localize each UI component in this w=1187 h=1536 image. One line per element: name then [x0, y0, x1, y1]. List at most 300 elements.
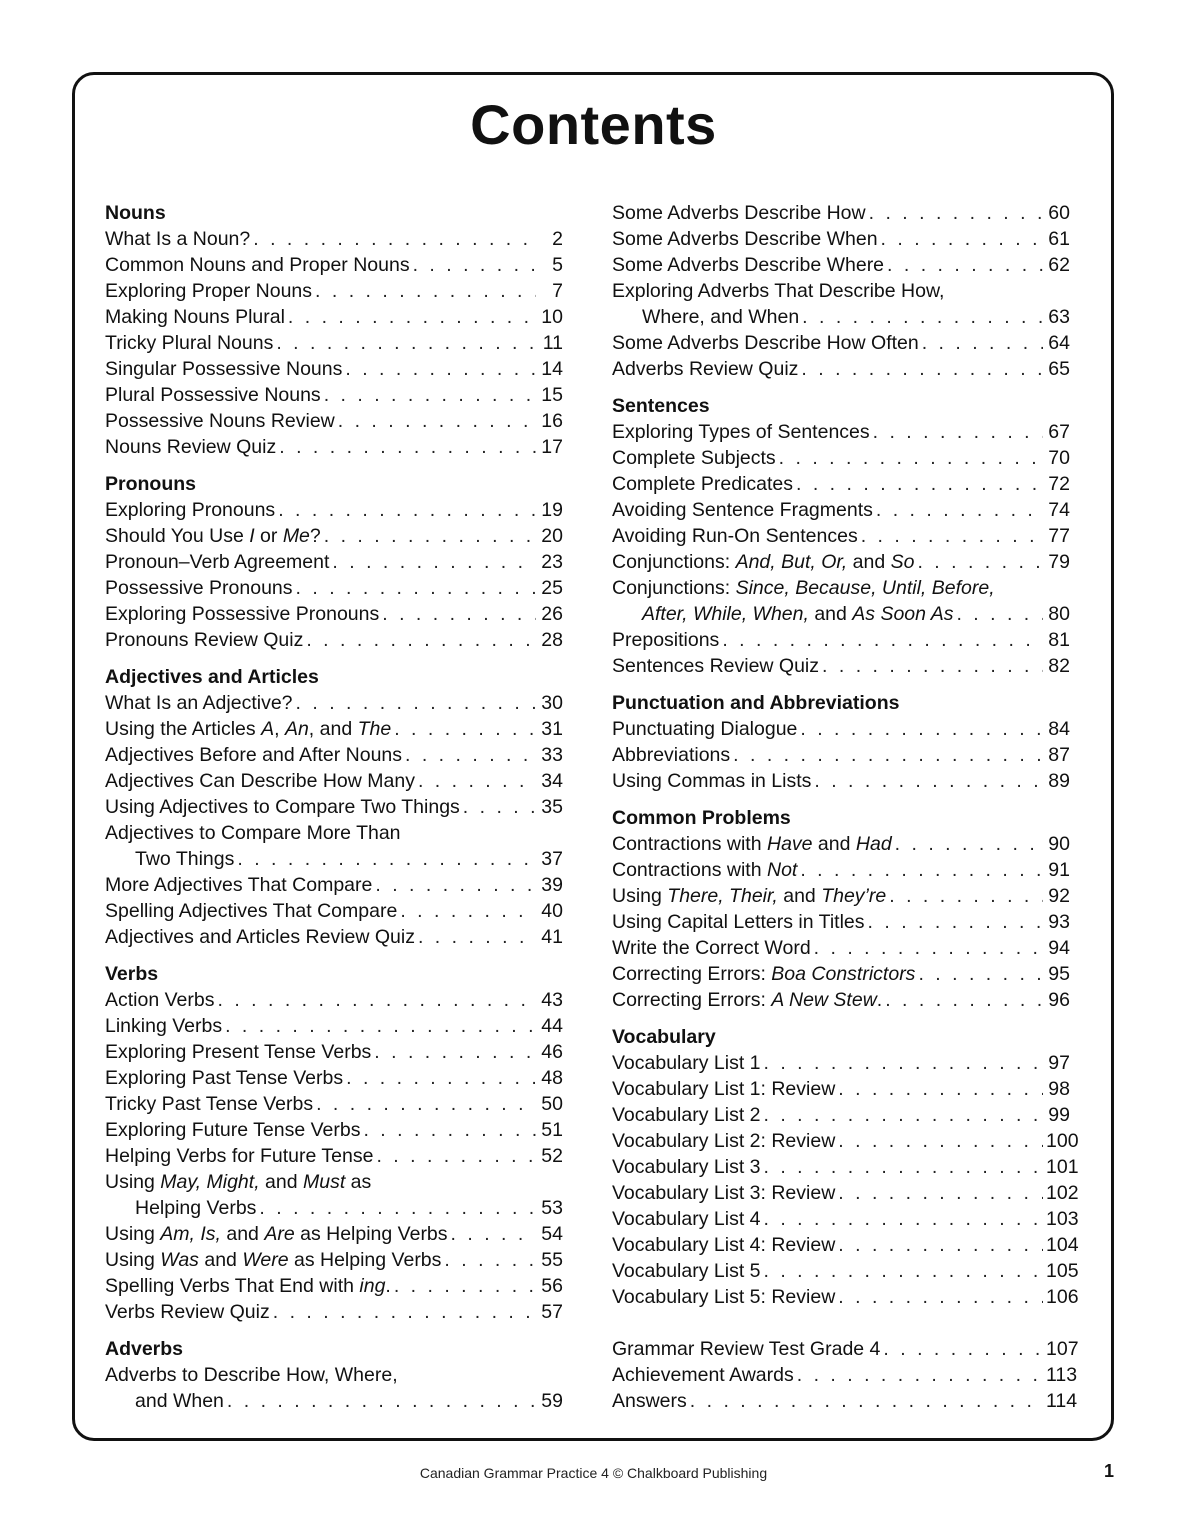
dot-leader [838, 1180, 1043, 1206]
dot-leader [273, 1299, 536, 1325]
toc-entry-some-adverbs-describe-when[interactable] [612, 226, 1070, 252]
dot-leader [278, 497, 536, 523]
toc-page-number: 61 [1048, 228, 1070, 250]
toc-entry-continuation[interactable] [612, 601, 1070, 627]
toc-entry-continuation[interactable] [612, 304, 1070, 330]
toc-entry-title: Pronouns Review Quiz [105, 629, 304, 651]
dot-leader [868, 909, 1043, 935]
toc-entry-title: Using May, Might, and Must as [105, 1171, 372, 1193]
toc-entry-vocabulary-list-1-review[interactable] [612, 1076, 1070, 1102]
dot-leader [217, 987, 536, 1013]
toc-entry-tricky-past-tense-verbs[interactable] [105, 1091, 563, 1117]
dot-leader [800, 857, 1043, 883]
toc-entry-singular-possessive-nouns[interactable] [105, 356, 563, 382]
toc-entry-adjectives-to-compare-more-than[interactable] [105, 820, 563, 846]
toc-entry-title: Tricky Plural Nouns [105, 332, 274, 354]
toc-page-number: 48 [541, 1067, 563, 1089]
toc-page-number: 82 [1048, 655, 1070, 677]
toc-entry-using-may-might-and-must-as[interactable] [105, 1169, 563, 1195]
toc-page-number: 43 [541, 989, 563, 1011]
toc-entry-prepositions[interactable] [612, 627, 1070, 653]
toc-entry-title: Exploring Possessive Pronouns [105, 603, 380, 625]
toc-page-number: 19 [541, 499, 563, 521]
toc-entry-continuation[interactable] [105, 1195, 563, 1221]
toc-entry-conjunctions-and-but-or-and-so[interactable] [612, 549, 1070, 575]
dot-leader [838, 1128, 1043, 1154]
toc-page-number: 2 [552, 228, 563, 250]
dot-leader [889, 883, 1043, 909]
toc-page-number: 105 [1046, 1260, 1079, 1282]
toc-page-number: 15 [541, 384, 563, 406]
toc-entry-title: Adjectives Can Describe How Many [105, 770, 415, 792]
toc-entry-plural-possessive-nouns[interactable] [105, 382, 563, 408]
dot-leader [394, 1273, 536, 1299]
toc-entry-vocabulary-list-2[interactable] [612, 1102, 1070, 1128]
toc-entry-title: Exploring Future Tense Verbs [105, 1119, 361, 1141]
toc-entry-title-continued: After, While, When, and As Soon As [642, 603, 954, 625]
dot-leader [259, 1195, 536, 1221]
toc-entry-title: Contractions with Have and Had [612, 833, 892, 855]
toc-entry-answers[interactable] [612, 1388, 1078, 1414]
toc-page-number: 77 [1048, 525, 1070, 547]
toc-entry-title: Exploring Pronouns [105, 499, 276, 521]
toc-entry-title: Vocabulary List 3 [612, 1156, 761, 1178]
dot-leader [363, 1117, 536, 1143]
toc-entry-some-adverbs-describe-where[interactable] [612, 252, 1070, 278]
toc-entry-continuation[interactable] [105, 1388, 563, 1414]
dot-leader [444, 1247, 536, 1273]
dot-leader [296, 575, 536, 601]
dot-leader [276, 330, 536, 356]
dot-leader [764, 1206, 1043, 1232]
toc-entry-title: Correcting Errors: Boa Constrictors [612, 963, 916, 985]
toc-entry-punctuating-dialogue[interactable] [612, 716, 1070, 742]
toc-entry-title: Prepositions [612, 629, 720, 651]
toc-page-number: 64 [1048, 332, 1070, 354]
toc-entry-some-adverbs-describe-how-often[interactable] [612, 330, 1070, 356]
toc-page-number: 14 [541, 358, 563, 380]
toc-entry-exploring-types-of-sentences[interactable] [612, 419, 1070, 445]
toc-entry-avoiding-run-on-sentences[interactable] [612, 523, 1070, 549]
toc-entry-title: Some Adverbs Describe How [612, 202, 866, 224]
toc-entry-using-there-their-and-they-re[interactable] [612, 883, 1070, 909]
toc-page-number: 40 [541, 900, 563, 922]
toc-entry-vocabulary-list-4-review[interactable] [612, 1232, 1079, 1258]
dot-leader [887, 252, 1043, 278]
toc-entry-title: Abbreviations [612, 744, 731, 766]
toc-page-number: 101 [1046, 1156, 1079, 1178]
toc-entry-title: Using Adjectives to Compare Two Things [105, 796, 460, 818]
toc-page-number: 33 [541, 744, 563, 766]
toc-entry-title: Verbs Review Quiz [105, 1301, 270, 1323]
toc-entry-exploring-past-tense-verbs[interactable] [105, 1065, 563, 1091]
toc-entry-title: Singular Possessive Nouns [105, 358, 343, 380]
toc-entry-using-commas-in-lists[interactable] [612, 768, 1070, 794]
toc-entry-vocabulary-list-5-review[interactable] [612, 1284, 1079, 1310]
toc-entry-title: Complete Predicates [612, 473, 794, 495]
dot-leader [797, 1362, 1043, 1388]
toc-entry-continuation[interactable] [105, 846, 563, 872]
dot-leader [956, 601, 1043, 627]
toc-page-number: 57 [541, 1301, 563, 1323]
dot-leader [225, 1013, 536, 1039]
toc-entry-title: Using Was and Were as Helping Verbs [105, 1249, 442, 1271]
dot-leader [382, 601, 536, 627]
dot-leader [400, 898, 536, 924]
toc-entry-title: Write the Correct Word [612, 937, 811, 959]
toc-entry-should-you-use-i-or-me[interactable] [105, 523, 563, 549]
toc-entry-title: Adverbs Review Quiz [612, 358, 799, 380]
dot-leader [838, 1076, 1043, 1102]
toc-entry-title: Using Commas in Lists [612, 770, 812, 792]
toc-entry-title: Some Adverbs Describe Where [612, 254, 885, 276]
toc-entry-title-continued: and When [135, 1390, 224, 1412]
toc-entry-title: Possessive Nouns Review [105, 410, 335, 432]
toc-entry-title: Vocabulary List 2: Review [612, 1130, 836, 1152]
toc-page-number: 91 [1048, 859, 1070, 881]
toc-page-number: 5 [552, 254, 563, 276]
toc-entry-title: Contractions with Not [612, 859, 798, 881]
toc-page-number: 44 [541, 1015, 563, 1037]
toc-entry-title: Avoiding Run-On Sentences [612, 525, 858, 547]
toc-entry-verbs-review-quiz[interactable] [105, 1299, 563, 1325]
toc-left-column [105, 200, 563, 1414]
toc-page-number: 96 [1048, 989, 1070, 1011]
dot-leader [338, 408, 536, 434]
toc-entry-title: Vocabulary List 1: Review [612, 1078, 836, 1100]
toc-entry-adjectives-can-describe-how-many[interactable] [105, 768, 563, 794]
toc-entry-title-continued: Two Things [135, 848, 235, 870]
dot-leader [861, 523, 1043, 549]
dot-leader [814, 935, 1043, 961]
dot-leader [418, 768, 536, 794]
toc-entry-correcting-errors-boa-constrictors[interactable] [612, 961, 1070, 987]
toc-entry-sentences-review-quiz[interactable] [612, 653, 1070, 679]
toc-entry-common-nouns-and-proper-nouns[interactable] [105, 252, 563, 278]
toc-entry-pronouns-review-quiz[interactable] [105, 627, 563, 653]
toc-entry-title: Vocabulary List 5: Review [612, 1286, 836, 1308]
toc-page-number: 53 [541, 1197, 563, 1219]
section-heading-sentences: Sentences [612, 395, 710, 417]
toc-page-number: 97 [1048, 1052, 1070, 1074]
toc-entry-possessive-nouns-review[interactable] [105, 408, 563, 434]
section-heading-vocabulary: Vocabulary [612, 1026, 716, 1048]
dot-leader [374, 1039, 536, 1065]
dot-leader [324, 523, 536, 549]
toc-page-number: 26 [541, 603, 563, 625]
toc-page-number: 100 [1046, 1130, 1079, 1152]
dot-leader [279, 434, 536, 460]
toc-entry-title: More Adjectives That Compare [105, 874, 373, 896]
toc-entry-title: Punctuating Dialogue [612, 718, 798, 740]
toc-page-number: 23 [541, 551, 563, 573]
toc-page-number: 114 [1046, 1390, 1078, 1412]
toc-entry-title: Sentences Review Quiz [612, 655, 820, 677]
toc-entry-title: Conjunctions: And, But, Or, and So [612, 551, 915, 573]
toc-page-number: 98 [1048, 1078, 1070, 1100]
dot-leader [376, 1143, 536, 1169]
toc-entry-title: Conjunctions: Since, Because, Until, Before, [612, 577, 995, 599]
toc-entry-title: Vocabulary List 3: Review [612, 1182, 836, 1204]
toc-page-number: 90 [1048, 833, 1070, 855]
section-heading-verbs: Verbs [105, 963, 159, 985]
toc-entry-vocabulary-list-5[interactable] [612, 1258, 1079, 1284]
toc-entry-title: Vocabulary List 4 [612, 1208, 761, 1230]
toc-entry-abbreviations[interactable] [612, 742, 1070, 768]
toc-page-number: 35 [541, 796, 563, 818]
toc-entry-title: Possessive Pronouns [105, 577, 293, 599]
toc-entry-title: Exploring Past Tense Verbs [105, 1067, 344, 1089]
toc-entry-spelling-adjectives-that-compare[interactable] [105, 898, 563, 924]
dot-leader [918, 961, 1043, 987]
toc-page-number: 16 [541, 410, 563, 432]
toc-page-number: 11 [542, 332, 563, 354]
toc-entry-linking-verbs[interactable] [105, 1013, 563, 1039]
dot-leader [237, 846, 536, 872]
toc-page-number: 10 [541, 306, 563, 328]
section-spacer [612, 1310, 1070, 1336]
dot-leader [895, 831, 1043, 857]
toc-entry-title: Making Nouns Plural [105, 306, 285, 328]
toc-entry-exploring-pronouns[interactable] [105, 497, 563, 523]
section-heading-adverbs: Adverbs [105, 1338, 184, 1360]
toc-entry-title: Some Adverbs Describe When [612, 228, 878, 250]
toc-entry-title: Correcting Errors: A New Stew. [612, 989, 883, 1011]
dot-leader [917, 549, 1043, 575]
dot-leader [822, 653, 1043, 679]
toc-entry-title-continued: Where, and When [642, 306, 800, 328]
dot-leader [764, 1102, 1043, 1128]
dot-leader [405, 742, 536, 768]
toc-page-number: 50 [541, 1093, 563, 1115]
toc-entry-title: Spelling Verbs That End with ing. [105, 1275, 391, 1297]
toc-entry-title: Adjectives Before and After Nouns [105, 744, 403, 766]
dot-leader [814, 768, 1043, 794]
dot-leader [779, 445, 1043, 471]
dot-leader [722, 627, 1043, 653]
dot-leader [315, 278, 536, 304]
toc-page-number: 74 [1048, 499, 1070, 521]
toc-page-number: 92 [1048, 885, 1070, 907]
toc-page-number: 34 [541, 770, 563, 792]
toc-entry-conjunctions-since-because-until-before[interactable] [612, 575, 1070, 601]
dot-leader [418, 924, 536, 950]
toc-page-number: 31 [541, 718, 563, 740]
toc-entry-title: Should You Use I or Me? [105, 525, 321, 547]
dot-leader [288, 304, 536, 330]
dot-leader [346, 1065, 536, 1091]
dot-leader [451, 1221, 536, 1247]
toc-entry-title: Exploring Present Tense Verbs [105, 1041, 372, 1063]
toc-page-number: 62 [1048, 254, 1070, 276]
toc-page-number: 30 [541, 692, 563, 714]
toc-entry-title: Adjectives and Articles Review Quiz [105, 926, 415, 948]
toc-entry-title-continued: Helping Verbs [135, 1197, 257, 1219]
dot-leader [922, 330, 1043, 356]
dot-leader [227, 1388, 536, 1414]
toc-page-number: 59 [541, 1390, 563, 1412]
toc-entry-more-adjectives-that-compare[interactable] [105, 872, 563, 898]
toc-entry-title: Vocabulary List 5 [612, 1260, 761, 1282]
toc-entry-title: Common Nouns and Proper Nouns [105, 254, 410, 276]
toc-entry-complete-subjects[interactable] [612, 445, 1070, 471]
toc-entry-exploring-proper-nouns[interactable] [105, 278, 563, 304]
page-title: Contents [470, 93, 717, 156]
toc-page-number: 20 [541, 525, 563, 547]
toc-entry-title: Nouns Review Quiz [105, 436, 277, 458]
toc-page-number: 17 [541, 436, 563, 458]
toc-entry-using-was-and-were-as-helping-verbs[interactable] [105, 1247, 563, 1273]
toc-entry-avoiding-sentence-fragments[interactable] [612, 497, 1070, 523]
toc-entry-write-the-correct-word[interactable] [612, 935, 1070, 961]
toc-page-number: 93 [1048, 911, 1070, 933]
toc-page-number: 56 [541, 1275, 563, 1297]
toc-entry-title: Using There, Their, and They’re [612, 885, 887, 907]
toc-entry-contractions-with-have-and-had[interactable] [612, 831, 1070, 857]
dot-leader [316, 1091, 536, 1117]
toc-entry-correcting-errors-a-new-stew[interactable] [612, 987, 1070, 1013]
toc-page-number: 79 [1048, 551, 1070, 573]
toc-entry-title: Pronoun–Verb Agreement [105, 551, 330, 573]
dot-leader [764, 1154, 1043, 1180]
toc-entry-vocabulary-list-3-review[interactable] [612, 1180, 1079, 1206]
toc-entry-adjectives-and-articles-review-quiz[interactable] [105, 924, 563, 950]
dot-leader [801, 356, 1043, 382]
toc-entry-title: Adjectives to Compare More Than [105, 822, 401, 844]
dot-leader [324, 382, 536, 408]
toc-page-number: 94 [1048, 937, 1070, 959]
toc-entry-title: Exploring Proper Nouns [105, 280, 313, 302]
dot-leader [306, 627, 536, 653]
toc-entry-title: Complete Subjects [612, 447, 776, 469]
toc-entry-title: What Is an Adjective? [105, 692, 293, 714]
toc-page-number: 104 [1046, 1234, 1079, 1256]
toc-page-number: 106 [1046, 1286, 1079, 1308]
dot-leader [800, 716, 1043, 742]
toc-entry-title: Achievement Awards [612, 1364, 794, 1386]
toc-entry-possessive-pronouns[interactable] [105, 575, 563, 601]
dot-leader [885, 987, 1043, 1013]
dot-leader [733, 742, 1043, 768]
toc-entry-what-is-an-adjective[interactable] [105, 690, 563, 716]
toc-page-number: 67 [1048, 421, 1070, 443]
toc-entry-title: Some Adverbs Describe How Often [612, 332, 919, 354]
dot-leader [764, 1050, 1043, 1076]
toc-page-number: 55 [541, 1249, 563, 1271]
toc-page-number: 41 [541, 926, 563, 948]
toc-entry-title: Exploring Adverbs That Describe How, [612, 280, 945, 302]
toc-entry-tricky-plural-nouns[interactable] [105, 330, 563, 356]
dot-leader [463, 794, 536, 820]
toc-page-number: 99 [1048, 1104, 1070, 1126]
toc-entry-adverbs-to-describe-how-where[interactable] [105, 1362, 563, 1388]
dot-leader [796, 471, 1043, 497]
page-footer: Canadian Grammar Practice 4 © Chalkboard Publishing [419, 1465, 768, 1481]
toc-page-number: 37 [541, 848, 563, 870]
toc-entry-title: What Is a Noun? [105, 228, 251, 250]
toc-entry-title: Adverbs to Describe How, Where, [105, 1364, 398, 1386]
toc-entry-title: Plural Possessive Nouns [105, 384, 321, 406]
toc-entry-title: Using the Articles A, An, and The [105, 718, 392, 740]
toc-page-number: 81 [1048, 629, 1070, 651]
toc-entry-using-am-is-and-are-as-helping-verbs[interactable] [105, 1221, 563, 1247]
dot-leader [296, 690, 536, 716]
toc-entry-title: Helping Verbs for Future Tense [105, 1145, 374, 1167]
toc-page-number: 70 [1048, 447, 1070, 469]
toc-entry-spelling-verbs-that-end-with-ing[interactable] [105, 1273, 563, 1299]
toc-entry-using-the-articles-a-an-and-the[interactable] [105, 716, 563, 742]
toc-entry-title: Using Am, Is, and Are as Helping Verbs [105, 1223, 448, 1245]
toc-page-number: 46 [541, 1041, 563, 1063]
section-heading-punctuation-and-abbreviations: Punctuation and Abbreviations [612, 692, 900, 714]
toc-entry-using-adjectives-to-compare-two-things[interactable] [105, 794, 563, 820]
dot-leader [873, 419, 1043, 445]
toc-entry-exploring-present-tense-verbs[interactable] [105, 1039, 563, 1065]
toc-right-column [612, 200, 1079, 1414]
toc-entry-title: Avoiding Sentence Fragments [612, 499, 873, 521]
toc-page-number: 52 [541, 1145, 563, 1167]
dot-leader [876, 497, 1043, 523]
toc-entry-title: Tricky Past Tense Verbs [105, 1093, 314, 1115]
toc-page-number: 107 [1046, 1338, 1079, 1360]
toc-page-number: 60 [1048, 202, 1070, 224]
toc-entry-achievement-awards[interactable] [612, 1362, 1078, 1388]
page-number: 1 [1104, 1461, 1115, 1481]
toc-entry-what-is-a-noun[interactable] [105, 226, 563, 252]
toc-entry-complete-predicates[interactable] [612, 471, 1070, 497]
toc-entry-making-nouns-plural[interactable] [105, 304, 563, 330]
section-heading-common-problems: Common Problems [612, 807, 791, 829]
dot-leader [883, 1336, 1043, 1362]
toc-page-number: 95 [1048, 963, 1070, 985]
dot-leader [881, 226, 1043, 252]
toc-page-number: 25 [541, 577, 563, 599]
toc-entry-grammar-review-test-grade-4[interactable] [612, 1336, 1079, 1362]
dot-leader [253, 226, 536, 252]
toc-page-number: 65 [1048, 358, 1070, 380]
toc-entry-pronoun-verb-agreement[interactable] [105, 549, 563, 575]
toc-entry-vocabulary-list-1[interactable] [612, 1050, 1070, 1076]
toc-page-number: 51 [541, 1119, 563, 1141]
toc-entry-using-capital-letters-in-titles[interactable] [612, 909, 1070, 935]
toc-entry-action-verbs[interactable] [105, 987, 563, 1013]
toc-entry-nouns-review-quiz[interactable] [105, 434, 563, 460]
toc-entry-exploring-future-tense-verbs[interactable] [105, 1117, 563, 1143]
toc-entry-exploring-adverbs-that-describe-how[interactable] [612, 278, 1070, 304]
toc-page-number: 63 [1048, 306, 1070, 328]
toc-entry-helping-verbs-for-future-tense[interactable] [105, 1143, 563, 1169]
toc-page-number: 72 [1048, 473, 1070, 495]
toc-entry-contractions-with-not[interactable] [612, 857, 1070, 883]
toc-entry-some-adverbs-describe-how[interactable] [612, 200, 1070, 226]
toc-entry-adverbs-review-quiz[interactable] [612, 356, 1070, 382]
toc-entry-vocabulary-list-2-review[interactable] [612, 1128, 1079, 1154]
toc-page-number: 113 [1046, 1364, 1078, 1386]
toc-entry-adjectives-before-and-after-nouns[interactable] [105, 742, 563, 768]
toc-entry-vocabulary-list-3[interactable] [612, 1154, 1079, 1180]
dot-leader [690, 1388, 1043, 1414]
dot-leader [375, 872, 536, 898]
toc-entry-vocabulary-list-4[interactable] [612, 1206, 1079, 1232]
section-heading-nouns: Nouns [105, 202, 166, 224]
toc-page-number: 39 [541, 874, 563, 896]
dot-leader [869, 200, 1043, 226]
dot-leader [413, 252, 536, 278]
dot-leader [838, 1284, 1043, 1310]
dot-leader [802, 304, 1043, 330]
toc-page-number: 28 [541, 629, 563, 651]
toc-entry-exploring-possessive-pronouns[interactable] [105, 601, 563, 627]
